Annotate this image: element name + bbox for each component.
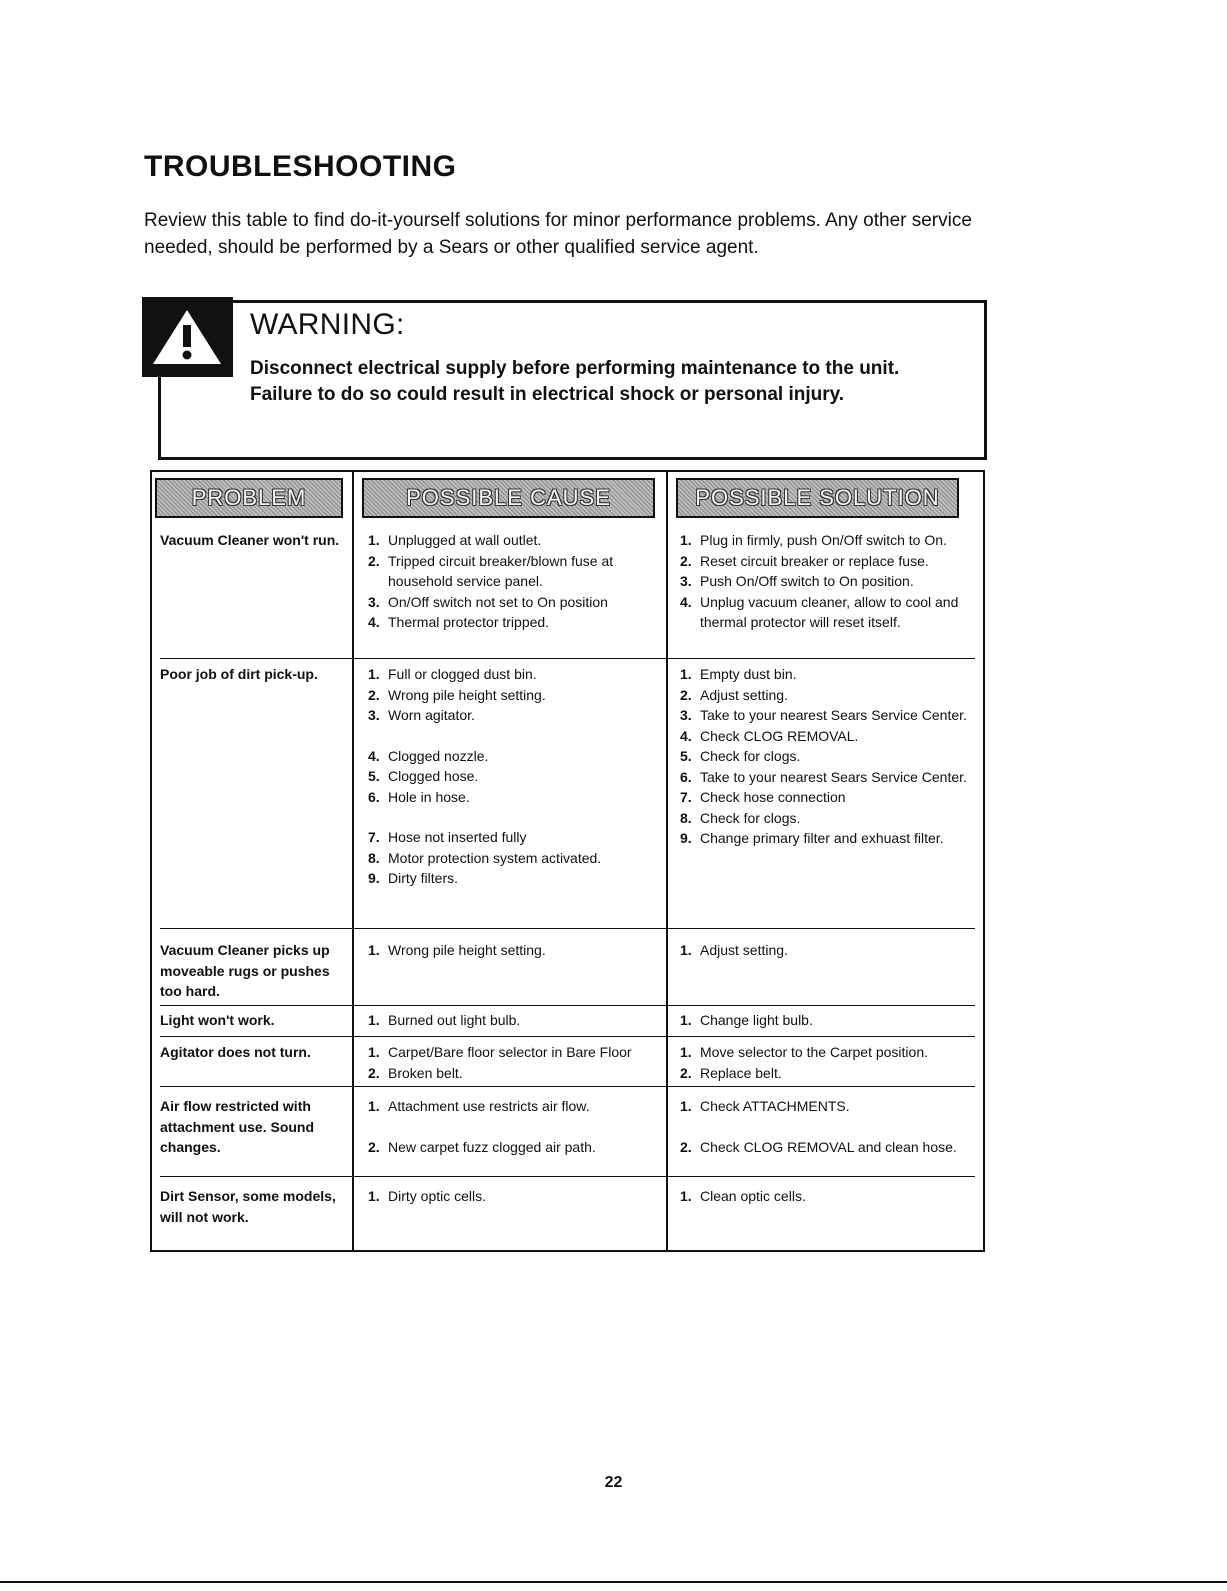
item-text: Plug in firmly, push On/Off switch to On. [700,532,947,548]
item-number: 1. [680,666,692,682]
item-number: 1. [680,532,692,548]
cause-list [368,1186,673,1207]
item-text: Carpet/Bare floor selector in Bare Floor [388,1044,632,1060]
problem-text: Vacuum Cleaner picks up moveable rugs or pushes too hard. [160,942,330,999]
solution-item [680,1010,980,1031]
column-divider [352,470,354,1252]
item-text: Dirty filters. [388,870,458,886]
item-text: Unplugged at wall outlet. [388,532,542,548]
item-number: 1. [368,532,380,548]
item-text: Check CLOG REMOVAL and clean hose. [700,1138,957,1155]
item-number: 5. [368,768,380,784]
warning-text: Disconnect electrical supply before performing maintenance to the unit. Failure to do so could result in electrical shock or personal injury. [250,358,900,405]
row-divider [160,1005,975,1006]
item-text: Burned out light bulb. [388,1012,521,1028]
item-number: 2. [680,686,692,703]
cause-item [368,664,673,685]
cause-item [368,1010,673,1031]
cause-item [368,787,673,808]
solution-item [680,940,980,961]
item-text: Replace belt. [700,1064,782,1081]
solution-item [680,571,980,592]
item-number: 5. [680,748,692,764]
solution-item [680,746,980,767]
solution-item [680,1042,980,1063]
warning-icon-tab [142,297,233,377]
solution-item [680,592,980,633]
solution-item [680,1096,980,1117]
header-possible-cause: POSSIBLE CAUSE [362,478,655,518]
solution-item [680,787,980,808]
item-text: Clogged hose. [388,768,479,784]
item-text: Unplug vacuum cleaner, allow to cool and thermal protector will reset itself. [700,593,959,630]
cause-item [368,592,673,613]
item-number: 3. [368,593,380,610]
item-text: Tripped circuit breaker/blown fuse at household service panel. [388,552,614,589]
solution-list [680,1186,980,1207]
cause-item [368,685,673,706]
cause-item [368,827,673,848]
item-number: 4. [368,747,380,764]
cause-item [368,940,673,961]
item-text: Dirty optic cells. [388,1188,487,1204]
item-number: 1. [368,1044,380,1060]
solution-item [680,1137,980,1158]
item-text: Hose not inserted fully [388,829,527,845]
problem-text: Light won't work. [160,1012,275,1028]
cause-item [368,1096,673,1117]
cause-item [368,1063,673,1084]
cause-item [368,1042,673,1063]
header-problem: PROBLEM [155,478,343,518]
item-number: 4. [680,593,692,610]
solution-item [680,726,980,747]
item-text: Wrong pile height setting. [388,942,546,958]
item-number: 7. [368,829,380,845]
cause-list [368,530,673,633]
solution-list [680,1042,980,1083]
solution-item [680,664,980,685]
item-text: Check for clogs. [700,809,801,826]
item-number: 4. [680,727,692,744]
item-number: 9. [680,830,692,846]
intro-paragraph: Review this table to find do-it-yourself solutions for minor performance problems. Any other service needed, should be performed by a Sears or other qualified service agent. [144,210,972,258]
row-divider [160,1176,975,1177]
item-text: On/Off switch not set to On position [388,593,608,610]
item-number: 6. [680,768,692,785]
item-number: 3. [680,573,692,589]
item-text: Clean optic cells. [700,1188,806,1204]
bottom-rule [0,1581,1227,1583]
item-number: 1. [368,1012,380,1028]
cause-item [368,1186,673,1207]
solution-list [680,1010,980,1031]
cause-list [368,1010,673,1031]
item-text: Adjust setting. [700,942,788,958]
item-text: Full or clogged dust bin. [388,666,537,682]
item-number: 2. [680,1064,692,1081]
item-text: Push On/Off switch to On position. [700,573,914,589]
row-divider [160,928,975,929]
item-number: 2. [368,1064,380,1081]
cause-item [368,705,673,726]
item-number: 1. [368,666,380,682]
solution-item [680,530,980,551]
item-number: 1. [680,1044,692,1060]
solution-item [680,1186,980,1207]
item-number: 7. [680,789,692,805]
row-divider [160,658,975,659]
item-number: 1. [368,942,380,958]
problem-text: Vacuum Cleaner won't run. [160,532,340,548]
item-text: Take to your nearest Sears Service Center. [700,768,967,785]
item-text: Motor protection system activated. [388,849,602,866]
item-number: 2. [368,1138,380,1155]
row-divider [160,1086,975,1087]
cause-item [368,530,673,551]
problem-text: Dirt Sensor, some models, will not work. [160,1188,336,1225]
item-number: 2. [368,686,380,703]
item-number: 1. [680,942,692,958]
item-text: Wrong pile height setting. [388,686,546,703]
item-text: Move selector to the Carpet position. [700,1044,929,1060]
problem-text: Poor job of dirt pick-up. [160,666,318,682]
item-number: 8. [368,849,380,866]
cause-list [368,940,673,961]
item-text: New carpet fuzz clogged air path. [388,1138,596,1155]
solution-list [680,940,980,961]
item-text: Adjust setting. [700,686,788,703]
item-number: 1. [680,1188,692,1204]
item-text: Clogged nozzle. [388,747,489,764]
item-number: 1. [680,1012,692,1028]
solution-list [680,664,980,849]
item-number: 2. [680,1138,692,1155]
item-text: Hole in hose. [388,788,470,805]
item-number: 9. [368,870,380,886]
solution-item [680,808,980,829]
item-number: 8. [680,809,692,826]
cause-item [368,868,673,889]
cause-item [368,612,673,633]
solution-item [680,767,980,788]
solution-item [680,1063,980,1084]
cause-item [368,848,673,869]
cause-item [368,746,673,767]
item-text: Check for clogs. [700,748,801,764]
warning-triangle-icon [150,307,224,367]
solution-item [680,551,980,572]
item-text: Empty dust bin. [700,666,797,682]
cause-item [368,551,673,592]
item-text: Take to your nearest Sears Service Center. [700,707,967,723]
item-number: 3. [680,707,692,723]
cause-item [368,766,673,787]
cause-item [368,1137,673,1158]
cause-list [368,664,673,889]
item-number: 1. [368,1188,380,1204]
item-text: Check ATTACHMENTS. [700,1098,850,1114]
item-text: Broken belt. [388,1064,463,1081]
row-divider [160,1036,975,1037]
solution-item [680,828,980,849]
problem-text: Agitator does not turn. [160,1044,311,1060]
problem-text: Air flow restricted with attachment use. Sound changes. [160,1098,315,1155]
item-text: Check hose connection [700,789,846,805]
item-number: 4. [368,614,380,630]
item-text: Reset circuit breaker or replace fuse. [700,552,929,569]
solution-item [680,685,980,706]
item-number: 1. [680,1098,692,1114]
item-text: Check CLOG REMOVAL. [700,727,859,744]
item-text: Thermal protector tripped. [388,614,550,630]
solution-list [680,530,980,633]
header-possible-solution: POSSIBLE SOLUTION [676,478,959,518]
page-number: 22 [604,1474,623,1491]
cause-list [368,1096,673,1157]
item-number: 1. [368,1098,380,1114]
solution-item [680,705,980,726]
item-text: Attachment use restricts air flow. [388,1098,590,1114]
item-number: 3. [368,707,380,723]
item-text: Worn agitator. [388,707,475,723]
page-title: TROUBLESHOOTING [144,150,457,183]
solution-list [680,1096,980,1157]
item-text: Change primary filter and exhuast filter. [700,830,944,846]
item-text: Change light bulb. [700,1012,813,1028]
warning-heading: WARNING: [250,308,405,341]
item-number: 2. [368,552,380,569]
cause-list [368,1042,673,1083]
item-number: 6. [368,788,380,805]
item-number: 2. [680,552,692,569]
